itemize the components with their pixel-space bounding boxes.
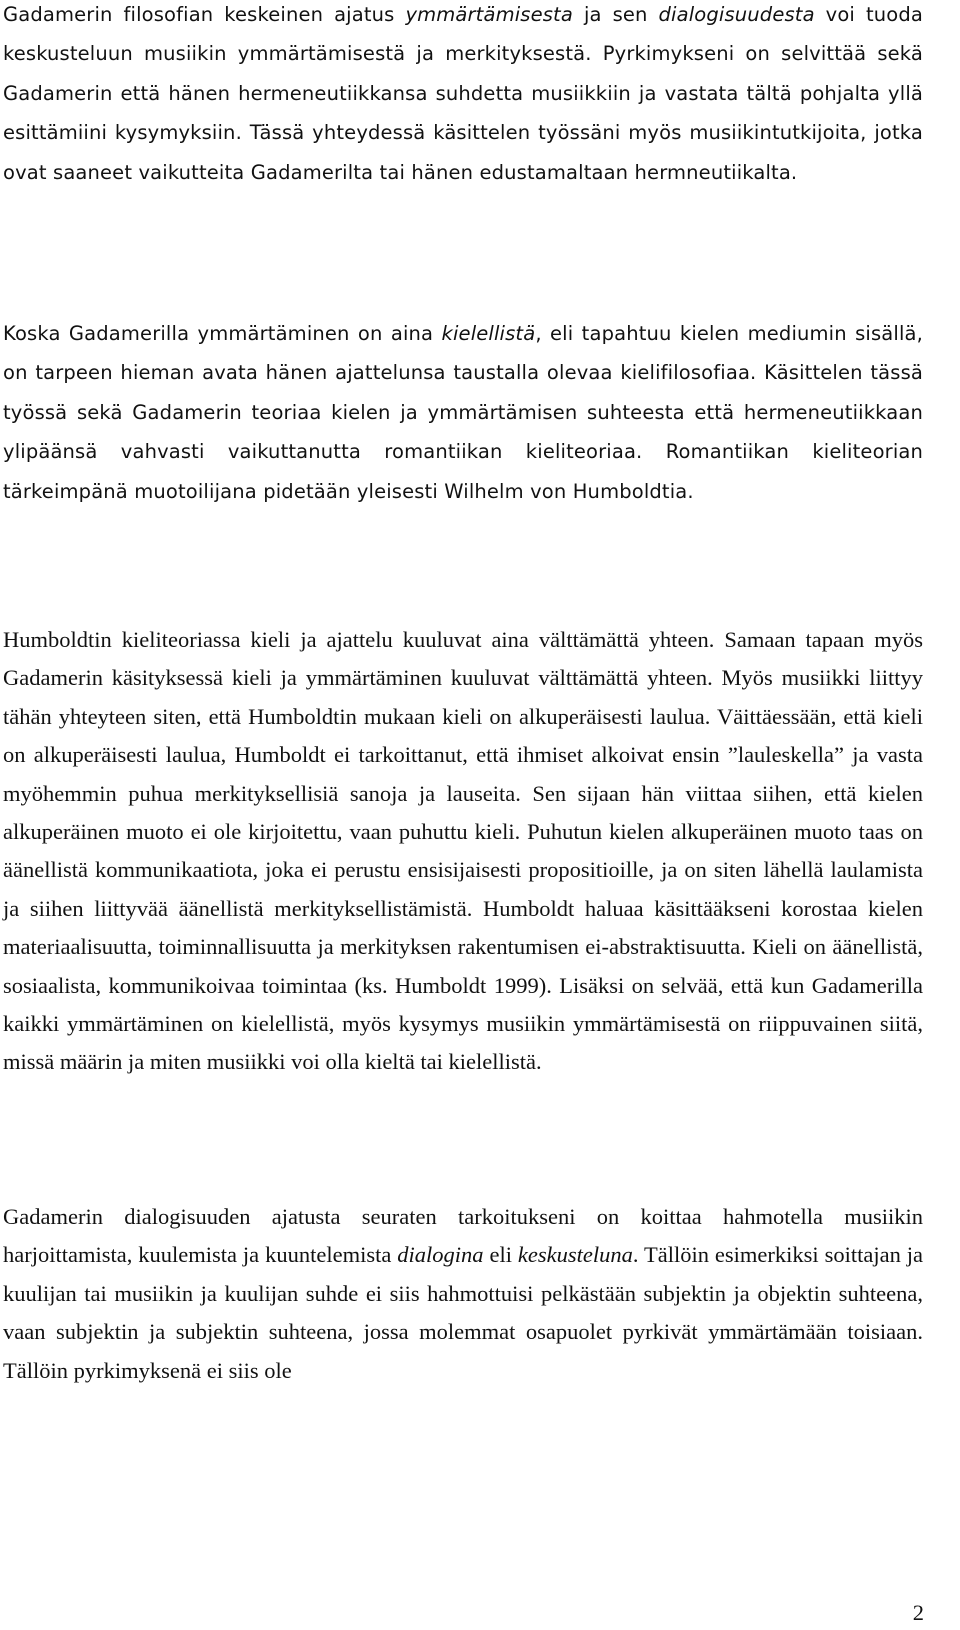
emphasis-dialogisuudesta: dialogisuudesta [658,3,815,26]
paragraph-4-text-2: eli [483,1242,518,1268]
paragraph-3-text-1: Humboldtin kieliteoriassa kieli ja ajattelu kuuluvat aina välttämättä yhteen. Samaan tapaan myös Gadamerin käsityksessä kieli ja ymmärtäminen kuuluvat välttämättä yhteen. Myös musiikki liittyy tähän yhteyteen siten, että Humboldtin mukaan kieli on alkuperäisesti laulua. Väittäessään, että kieli on alkuperäisesti laulua, Humboldt ei tarkoittanut, että ihmiset alkoivat ensin ”lauleskella” ja vasta myöhemmin puhua merkityksellisiä sanoja ja lauseita. Sen sijaan hän viittaa siihen, että kielen alkuperäinen muoto ei ole kirjoitettu, vaan puhuttu kieli. Puhutun kielen alkuperäinen muoto taas on äänellistä kommunikaatiota, joka ei perustu ensisijaisesti propositioille, ja on siten lähellä laulamista ja siihen liittyvää äänellistä merkityksellistämistä. Humboldt haluaa käsittääkseni korostaa kielen materiaalisuutta, toiminnallisuutta ja merkityksen rakentumisen ei-abstraktisuutta. Kieli on äänellistä, sosiaalista, kommunikoivaa toimintaa (ks. Humboldt 1999). Lisäksi on selvää, että kun Gadamerilla kaikki ymmärtäminen on kielellistä, myös kysymys musiikin ymmärtämisestä on riippuvainen siitä, missä määrin ja miten musiikki voi olla kieltä tai kielellistä. [3,627,923,1075]
paragraph-4 [3,1198,923,1390]
paragraph-2 [3,314,923,511]
paragraph-2-text-2: , eli tapahtuu kielen mediumin sisällä, on tarpeen hieman avata hänen ajattelunsa taustalla olevaa kielifilosofiaa. Käsittelen tässä työssä sekä Gadamerin teoriaa kielen ja ymmärtämisen suhteesta että hermeneutiikkaan ylipäänsä vahvasti vaikuttanutta romantiikan kieliteoriaa. Romantiikan kieliteorian tärkeimpänä muotoilijana pidetään yleisesti Wilhelm von Humboldtia. [3,322,923,503]
emphasis-ymmartamisesta: ymmärtämisesta [405,3,573,26]
paragraph-4-text-3: . Tällöin esimerkiksi soittajan ja kuulijan tai musiikin ja kuulijan suhde ei siis hahmottuisi pelkästään subjektin ja objektin suhteena, vaan subjektin ja subjektin suhteena, jossa molemmat osapuolet pyrkivät ymmärtämään toisiaan. Tällöin pyrkimyksenä ei siis ole [3,1242,923,1383]
emphasis-keskusteluna: keskusteluna [517,1242,633,1268]
paragraph-1 [3,0,923,192]
page-number: 2 [912,1600,924,1625]
paragraph-3 [3,621,923,1082]
emphasis-dialogina: dialogina [397,1242,484,1268]
emphasis-kielellista: kielellistä [441,322,536,345]
paragraph-2-text-1: Koska Gadamerilla ymmärtäminen on aina [3,322,442,345]
paragraph-4-text-1: Gadamerin dialogisuuden ajatusta seuraten tarkoitukseni on koittaa hahmotella musiikin harjoittamista, kuulemista ja kuuntelemista [3,1204,923,1268]
paragraph-1-text-1: Gadamerin filosofian keskeinen ajatus [3,3,406,26]
paragraph-1-text-3: voi tuoda keskusteluun musiikin ymmärtämisestä ja merkityksestä. Pyrkimykseni on selvittää sekä Gadamerin että hänen hermeneutiikkansa suhdetta musiikkiin ja vastata tältä pohjalta yllä esittämiini kysymyksiin. Tässä yhteydessä käsittelen työssäni myös musiikintutkijoita, jotka ovat saaneet vaikutteita Gadamerilta tai hänen edustamaltaan hermneutiikalta. [3,3,923,184]
paragraph-1-text-2: ja sen [572,3,659,26]
